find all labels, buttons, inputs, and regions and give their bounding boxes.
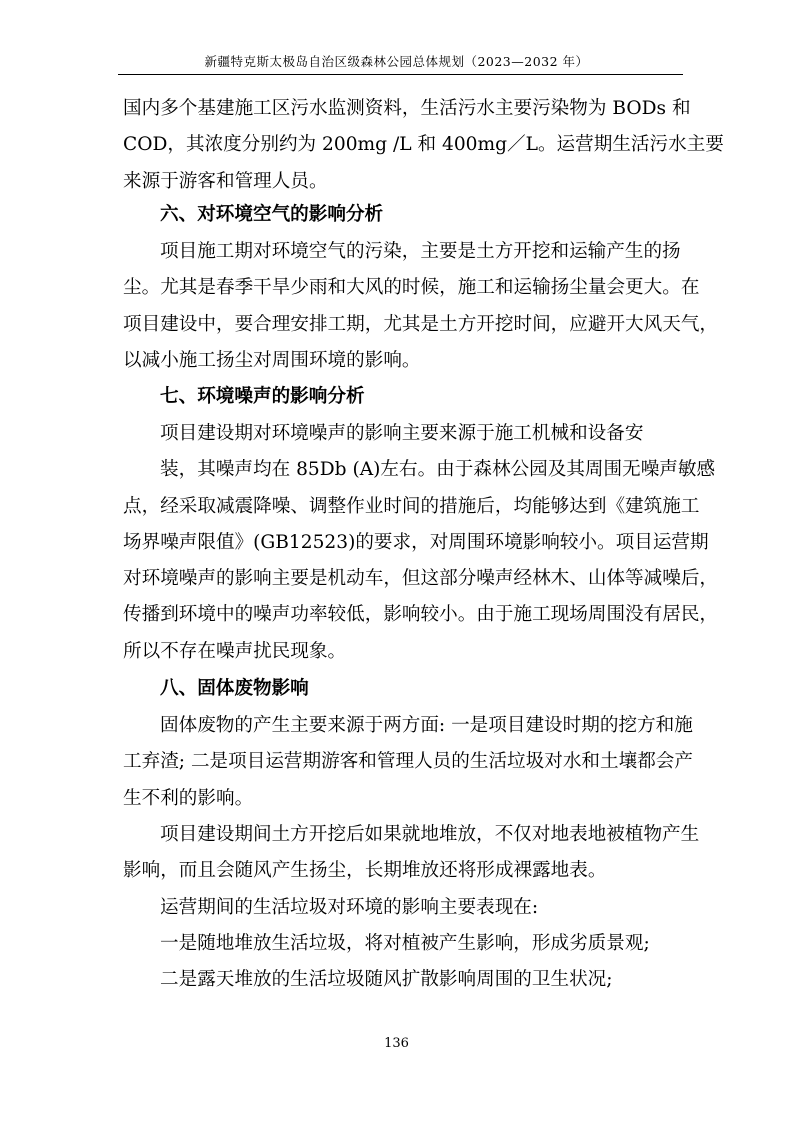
text-line: 场界噪声限值》(GB12523)的要求，对周围环境影响较小。项目运营期 (123, 531, 709, 553)
text-line: 项目建设期间土方开挖后如果就地堆放，不仅对地表地被植物产生 (160, 824, 700, 845)
text-line: COD，其浓度分别约为 200mg /L 和 400mg／L。运营期生活污水主要 (123, 134, 724, 156)
text-line: 尘。尤其是春季干旱少雨和大风的时候，施工和运输扬尘量会更大。在 (123, 277, 700, 299)
paragraph-solid-waste-sources (123, 708, 693, 817)
text-line: 传播到环境中的噪声功率较低，影响较小。由于施工现场周围没有居民， (123, 604, 719, 626)
paragraph-noise-impact (123, 416, 719, 670)
text-line: 以减小施工扬尘对周围环境的影响。 (123, 349, 421, 371)
text-line: 影响，而且会随风产生扬尘，长期堆放还将形成裸露地表。 (123, 860, 607, 882)
page-number: 136 (384, 1036, 409, 1051)
text-line: 项目建设期对环境噪声的影响主要来源于施工机械和设备安 (160, 423, 644, 444)
section-heading-noise: 七、环境噪声的影响分析 (160, 386, 365, 407)
text-line: 工弃渣; 二是项目运营期游客和管理人员的生活垃圾对水和土壤都会产 (123, 751, 693, 773)
header-divider (118, 74, 683, 75)
paragraph-sewage-continuation (123, 91, 724, 200)
paragraph-operation-garbage (123, 890, 688, 926)
text-line: 固体废物的产生主要来源于两方面: 一是项目建设时期的挖方和施 (160, 715, 693, 736)
text-line: 二是露天堆放的生活垃圾随风扩散影响周围的卫生状况; (160, 969, 613, 990)
text-line: 生不利的影响。 (123, 787, 254, 809)
section-heading-air: 六、对环境空气的影响分析 (160, 204, 384, 225)
text-line: 国内多个基建施工区污水监测资料，生活污水主要污染物为 BODs 和 (123, 98, 691, 119)
text-line: 项目建设中，要合理安排工期，尤其是土方开挖时间，应避开大风天气， (123, 313, 719, 335)
paragraph-earthwork (123, 817, 700, 890)
paragraph-air-impact (123, 234, 719, 379)
paragraph-item-two (123, 962, 688, 998)
text-line: 所以不存在噪声扰民现象。 (123, 640, 347, 662)
text-line: 点，经采取减震降噪、调整作业时间的措施后，均能够达到《建筑施工 (123, 495, 700, 517)
text-line: 项目施工期对环境空气的污染，主要是土方开挖和运输产生的扬 (160, 241, 681, 262)
section-heading-solid-waste: 八、固体废物影响 (160, 678, 309, 699)
paragraph-item-one (123, 926, 688, 962)
text-line: 来源于游客和管理人员。 (123, 170, 328, 192)
text-line: 运营期间的生活垃圾对环境的影响主要表现在: (160, 897, 539, 918)
text-line: 一是随地堆放生活垃圾，将对植被产生影响，形成劣质景观; (160, 933, 650, 954)
text-line: 对环境噪声的影响主要是机动车，但这部分噪声经林木、山体等减噪后， (123, 568, 719, 590)
running-header: 新疆特克斯太极岛自治区级森林公园总体规划（2023—2032 年） (204, 54, 589, 69)
text-line: 装，其噪声均在 85Db (A)左右。由于森林公园及其周围无噪声敏感 (160, 459, 716, 481)
